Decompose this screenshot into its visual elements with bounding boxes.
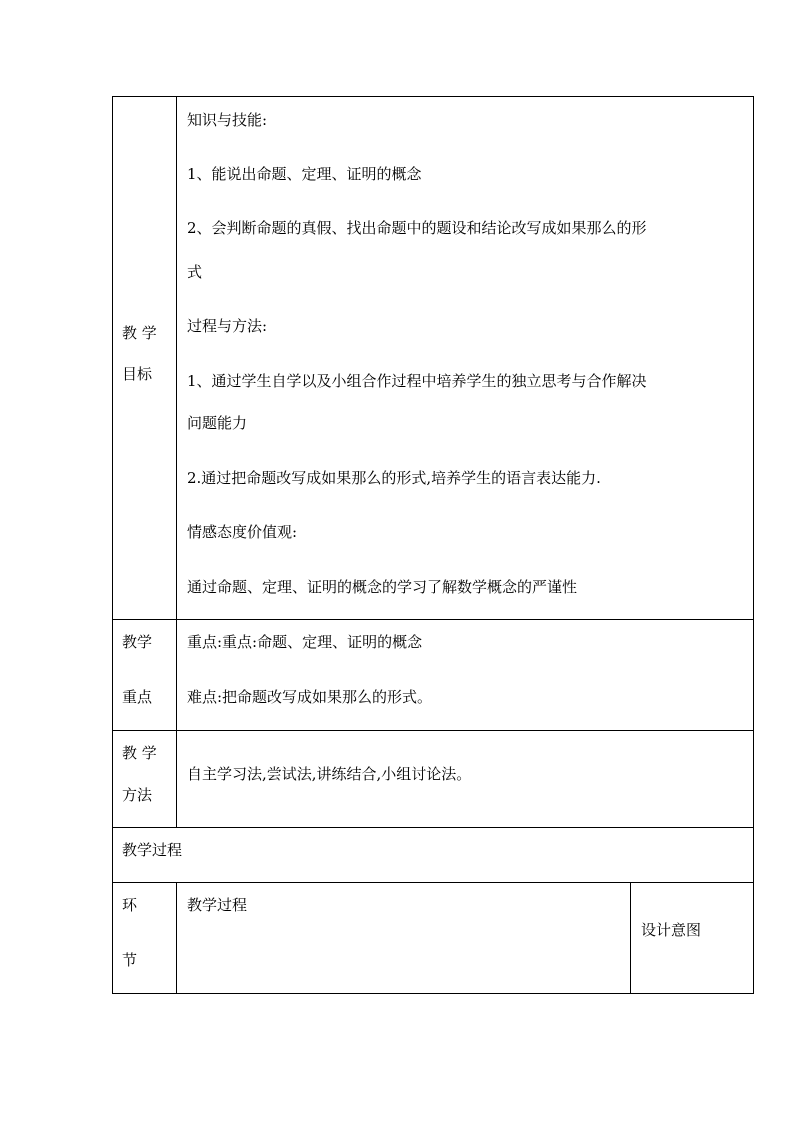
methods-label-line2: 方法: [122, 786, 153, 804]
stage-label-line1: 环: [122, 896, 138, 914]
objectives-label-cell: [113, 97, 177, 620]
process-header-title: 教学过程: [122, 841, 183, 859]
process-item-2: 2.通过把命题改写成如果那么的形式,培养学生的语言表达能力.: [187, 469, 601, 487]
objectives-row: [113, 97, 754, 620]
process-header-row: [113, 828, 754, 883]
emotion-item-1: 通过命题、定理、证明的概念的学习了解数学概念的严谨性: [187, 578, 578, 596]
knowledge-item-1: 1、能说出命题、定理、证明的概念: [187, 165, 422, 183]
key-points-label-cell: [113, 620, 177, 731]
key-points-label-line2: 重点: [122, 688, 153, 706]
design-intent-cell: [631, 883, 754, 994]
process-col-label: 教学过程: [187, 896, 248, 914]
methods-text: 自主学习法,尝试法,讲练结合,小组讨论法。: [187, 765, 472, 783]
stage-cell: [113, 883, 177, 994]
process-item-1-line1: 1、通过学生自学以及小组合作过程中培养学生的独立思考与合作解决: [187, 372, 647, 390]
key-points-label-line1: 教学: [122, 633, 153, 651]
process-item-1-line2: 问题能力: [187, 414, 248, 432]
knowledge-heading: 知识与技能:: [187, 111, 268, 129]
key-points-content-cell: [177, 620, 754, 731]
methods-content-cell: [177, 731, 754, 828]
key-points-row: [113, 620, 754, 731]
methods-row: [113, 731, 754, 828]
methods-label-cell: [113, 731, 177, 828]
difficulty-text: 难点:把命题改写成如果那么的形式。: [187, 688, 433, 706]
knowledge-item-2-line1: 2、会判断命题的真假、找出命题中的题设和结论改写成如果那么的形: [187, 219, 647, 237]
focus-text: 重点:重点:命题、定理、证明的概念: [187, 633, 423, 651]
objectives-label-line1: 教 学: [122, 324, 157, 342]
process-table-row: [113, 883, 754, 994]
objectives-label-line2: 目标: [122, 365, 153, 383]
process-heading: 过程与方法:: [187, 317, 268, 335]
process-header-cell: [113, 828, 754, 883]
emotion-heading: 情感态度价值观:: [187, 523, 298, 541]
design-intent-label: 设计意图: [641, 921, 702, 939]
lesson-plan-table: [112, 96, 754, 994]
process-col-cell: [177, 883, 631, 994]
knowledge-item-2-line2: 式: [187, 263, 203, 281]
stage-label-line2: 节: [122, 951, 138, 969]
methods-label-line1: 教 学: [122, 744, 157, 762]
objectives-content-cell: [177, 97, 754, 620]
